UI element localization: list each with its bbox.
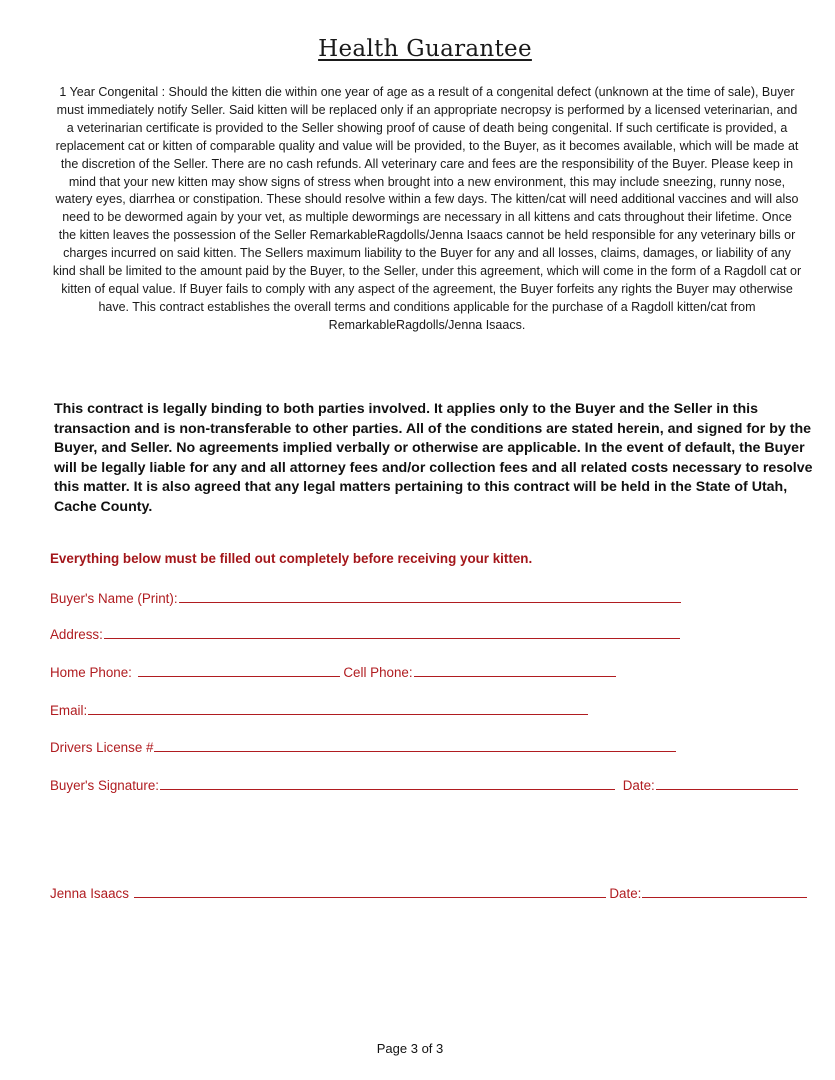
seller-signature-row: [50, 885, 807, 901]
address-row: [50, 626, 680, 642]
page-title: Health Guarantee: [318, 36, 532, 62]
email-field[interactable]: [88, 702, 588, 715]
drivers-license-label: Drivers License #: [50, 740, 154, 755]
drivers-license-row: [50, 739, 676, 755]
cell-phone-field[interactable]: [414, 664, 616, 677]
buyer-name-label: Buyer's Name (Print):: [50, 591, 178, 606]
buyer-name-row: [50, 590, 681, 606]
seller-signature-field[interactable]: [134, 885, 606, 898]
buyer-date-field[interactable]: [656, 777, 798, 790]
buyer-signature-row: [50, 777, 798, 793]
seller-date-label: Date:: [609, 886, 642, 901]
seller-date-field[interactable]: [642, 885, 807, 898]
buyer-signature-label: Buyer's Signature:: [50, 778, 159, 793]
home-phone-label: Home Phone:: [50, 665, 132, 680]
buyer-date-label: Date:: [622, 778, 655, 793]
address-label: Address:: [50, 627, 103, 642]
guarantee-paragraph: 1 Year Congenital : Should the kitten die within one year of age as a result of a congenital defect (unknown at the time of sale), Buyer must immediately notify Seller. Said kitten will be replaced only if an appropriate necropsy is performed by a licensed veterinarian, and a veterinarian certificate is provided to the Seller showing proof of cause of death being congenital. If such certificate is provided, a replacement cat or kitten of comparable quality and value will be provided, to the Buyer, as it becomes available, which will be made at the discretion of the Seller. There are no cash refunds. All veterinary care and fees are the responsibility of the Buyer. Please keep in mind that your new kitten may show signs of stress when brought into a new environment, this may include sneezing, runny nose, watery eyes, diarrhea or constipation. These should resolve within a few days. The kitten/cat will need additional vaccines and will also need to be dewormed again by your vet, as multiple dewormings are necessary in all kittens and cats throughout their lifetime. Once the kitten leaves the possession of the Seller RemarkableRagdolls/Jenna Isaacs cannot be held responsible for any veterinary bills or charges incurred on said kitten. The Sellers maximum liability to the Buyer for any and all losses, claims, damages, or liability of any kind shall be limited to the amount paid by the Buyer, to the Seller, under this agreement, which will come in the form of a Ragdoll cat or kitten of equal value. If Buyer fails to comply with any aspect of the agreement, the Buyer forfeits any rights the Buyer may otherwise have. This contract establishes the overall terms and conditions applicable for the purchase of a Ragdoll kitten/cat from RemarkableRagdolls/Jenna Isaacs.: [52, 85, 802, 332]
seller-signature-label: Jenna Isaacs: [50, 886, 129, 901]
page-number: Page 3 of 3: [376, 1041, 444, 1056]
buyer-signature-field[interactable]: [160, 777, 615, 790]
home-phone-field[interactable]: [138, 664, 340, 677]
drivers-license-field[interactable]: [154, 739, 676, 752]
email-row: [50, 702, 588, 718]
email-label: Email:: [50, 703, 88, 718]
address-field[interactable]: [104, 626, 680, 639]
buyer-name-field[interactable]: [179, 590, 681, 603]
phone-row: [50, 664, 616, 680]
cell-phone-label: Cell Phone:: [343, 665, 413, 680]
form-notice: Everything below must be filled out completely before receiving your kitten.: [50, 551, 533, 566]
legal-binding-paragraph: This contract is legally binding to both parties involved. It applies only to the Buyer and the Seller in this transaction and is non-transferable to other parties. All of the conditions are stated herein, and signed for by the Buyer, and Seller. No agreements implied verbally or otherwise are applicable. In the event of default, the Buyer will be legally liable for any and all attorney fees and/or collection fees and all related costs necessary to resolve this matter. It is also agreed that any legal matters pertaining to this contract will be held in the State of Utah, Cache County.: [54, 401, 813, 515]
